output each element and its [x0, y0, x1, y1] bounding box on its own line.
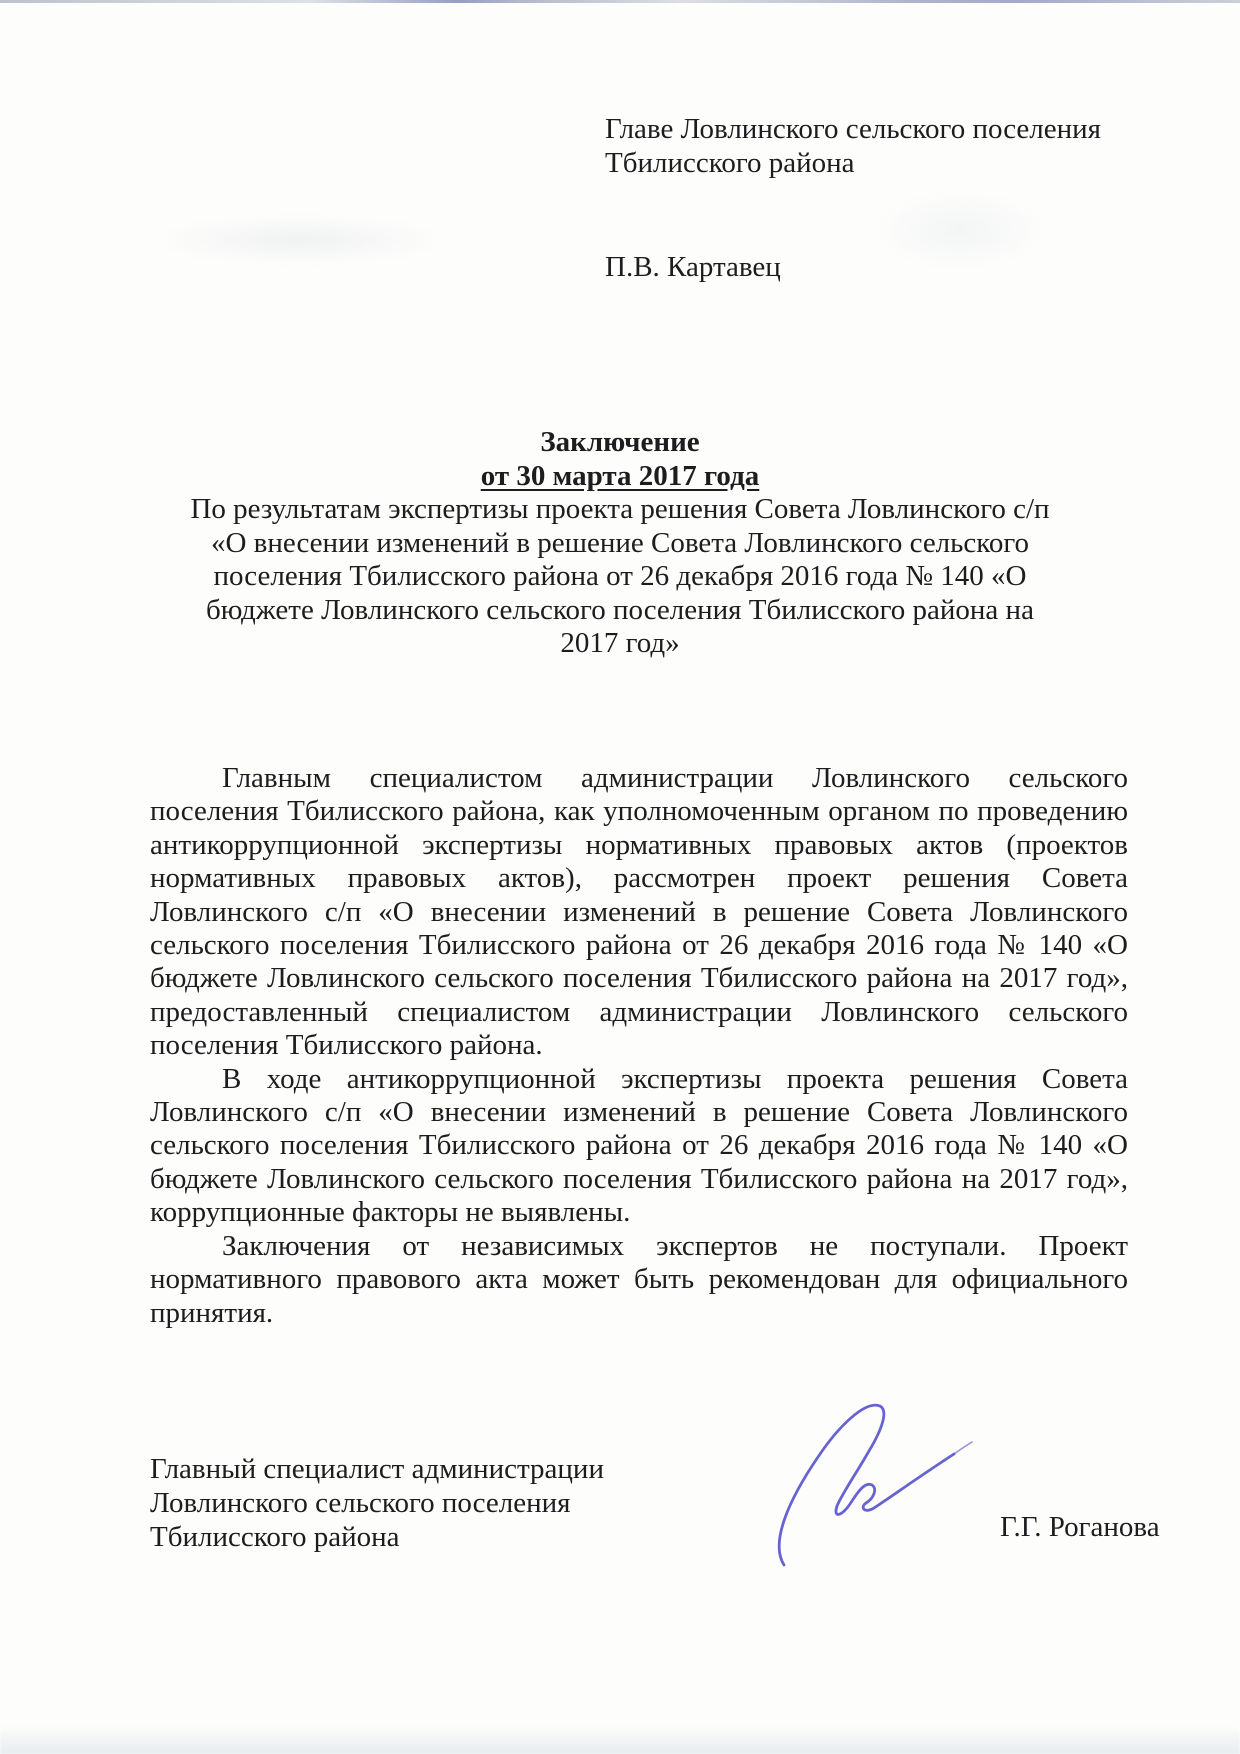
recipient-line-2: Тбилисского района [605, 147, 855, 179]
signer-position-line-1: Главный специалист администрации [150, 1453, 604, 1485]
recipient-name: П.В. Картавец [605, 251, 781, 283]
body-text [150, 762, 1128, 1330]
body-paragraph: Заключения от независимых экспертов не поступали. Проект нормативного правового акта может быть рекомендован для официального принятия. [150, 1229, 1128, 1329]
signer-position-line-2: Ловлинского сельского поселения [150, 1487, 571, 1519]
recipient-block [605, 112, 1101, 180]
scan-edge-artifact-bottom [0, 1726, 1240, 1754]
scan-edge-artifact-top [0, 0, 1240, 3]
subject-line: 2017 год» [560, 627, 680, 659]
recipient-line-1: Главе Ловлинского сельского поселения [605, 113, 1102, 145]
handwritten-signature [768, 1393, 980, 1581]
subject-line: «О внесении изменений в решение Совета Ловлинского сельского [210, 526, 1030, 559]
document-date: от 30 марта 2017 года [480, 459, 760, 492]
signer-name: Г.Г. Роганова [1000, 1511, 1160, 1543]
title-block [75, 426, 1165, 661]
subject-line: По результатам экспертизы проекта решения Совета Ловлинского с/п [190, 493, 1050, 525]
body-paragraph: В ходе антикоррупционной экспертизы проекта решения Совета Ловлинского с/п «О внесении изменений в решение Совета Ловлинского сельского поселения Тбилисского района от 26 декабря 2016 года № 140 «О бюджете Ловлинского сельского поселения Тбилисского района на 2017 год», коррупционные факторы не выявлены. [150, 1062, 1128, 1229]
signer-position-line-3: Тбилисского района [150, 1521, 400, 1553]
subject-line: поселения Тбилисского района от 26 декабря 2016 года № 140 «О [213, 560, 1027, 592]
document-title: Заключение [540, 426, 700, 458]
subject-line: бюджете Ловлинского сельского поселения Тбилисского района на [206, 593, 1034, 626]
signer-position-block [150, 1452, 604, 1554]
body-paragraph: Главным специалистом администрации Ловлинского сельского поселения Тбилисского района, как уполномоченным органом по проведению антикоррупционной экспертизы нормативных правовых актов (проектов нормативных правовых актов), рассмотрен проект решения Совета Ловлинского с/п «О внесении изменений в решение Совета Ловлинского сельского поселения Тбилисского района от 26 декабря 2016 года № 140 «О бюджете Ловлинского сельского поселения Тбилисского района на 2017 год», предоставленный специалистом администрации Ловлинского сельского поселения Тбилисского района. [150, 762, 1128, 1062]
scan-smudge-artifact [150, 215, 450, 265]
scan-smudge-artifact [870, 190, 1050, 270]
